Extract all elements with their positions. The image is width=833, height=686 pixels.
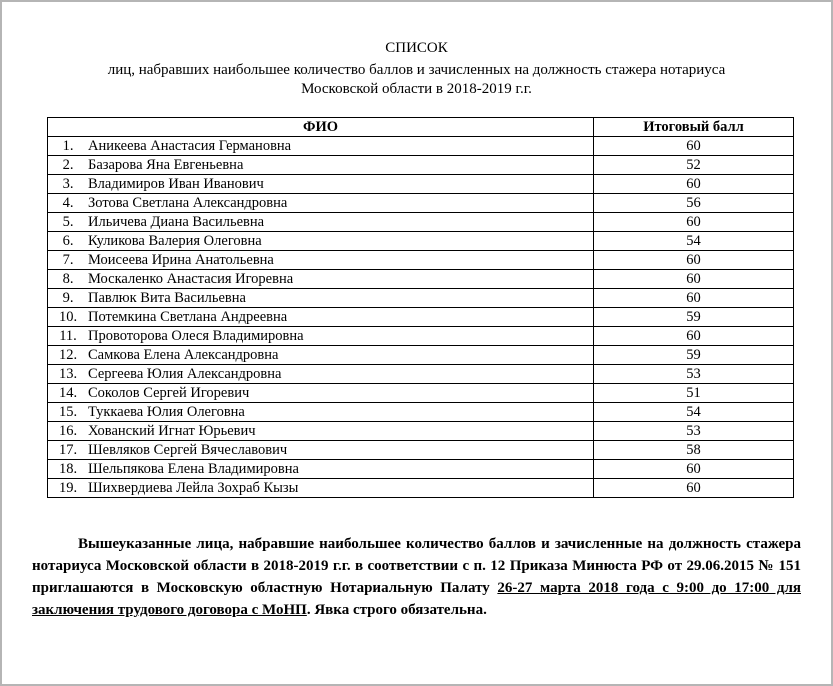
person-score: 60 [594,175,794,194]
person-score: 60 [594,137,794,156]
score-table [47,117,794,498]
table-row [48,137,794,156]
table-row [48,289,794,308]
person-score: 60 [594,460,794,479]
person-score: 58 [594,441,794,460]
paragraph-text-after: . Явка строго обязательна. [306,602,487,618]
person-name: Шевляков Сергей Вячеславович [88,442,288,458]
table-row [48,403,794,422]
table-row [48,327,794,346]
row-number: 4. [62,195,74,211]
person-score: 54 [594,232,794,251]
invitation-paragraph [32,533,801,621]
row-number: 15. [58,404,78,420]
table-row [48,441,794,460]
person-name: Соколов Сергей Игоревич [88,385,250,401]
table-row [48,365,794,384]
person-score: 60 [594,213,794,232]
row-number: 11. [59,328,77,344]
table-row [48,175,794,194]
page-content [2,2,831,621]
person-name: Ильичева Диана Васильевна [88,214,265,230]
person-score: 59 [594,346,794,365]
paragraph-text-underlined: 26-27 марта 2018 года с 9:00 до 17:00 для заключения трудового договора с МоНП [32,580,801,618]
person-score: 60 [594,289,794,308]
person-name: Шихвердиева Лейла Зохраб Кызы [88,480,299,496]
subtitle-line-1: лиц, набравших наибольшее количество баллов и зачисленных на должность стажера нотариуса [107,62,726,78]
table-row [48,270,794,289]
row-number: 10. [58,309,78,325]
table-row [48,251,794,270]
person-score: 60 [594,270,794,289]
subtitle-line-2: Московской области в 2018-2019 г.г. [301,81,532,97]
column-header-score: Итоговый балл [594,118,794,137]
person-score: 54 [594,403,794,422]
table-row [48,346,794,365]
row-number: 13. [58,366,78,382]
row-number: 18. [58,461,78,477]
person-name: Аникеева Анастасия Германовна [88,138,292,154]
person-name: Шельпякова Елена Владимировна [88,461,299,477]
person-name: Моисеева Ирина Анатольевна [88,252,274,268]
table-row [48,156,794,175]
row-number: 2. [62,157,74,173]
table-row [48,460,794,479]
row-number: 5. [62,214,74,230]
row-number: 8. [62,271,74,287]
row-number: 3. [62,176,74,192]
document-title: СПИСОК [385,40,448,56]
person-score: 56 [594,194,794,213]
table-row [48,213,794,232]
person-name: Сергеева Юлия Александровна [88,366,282,382]
row-number: 17. [58,442,78,458]
table-row [48,194,794,213]
row-number: 7. [62,252,74,268]
column-header-fio: ФИО [48,118,594,137]
person-name: Базарова Яна Евгеньевна [88,157,244,173]
person-score: 51 [594,384,794,403]
person-score: 59 [594,308,794,327]
table-row [48,479,794,498]
person-name: Хованский Игнат Юрьевич [88,423,256,439]
person-name: Павлюк Вита Васильевна [88,290,246,306]
table-row [48,232,794,251]
person-score: 60 [594,479,794,498]
person-name: Зотова Светлана Александровна [88,195,288,211]
table-row [48,422,794,441]
person-name: Владимиров Иван Иванович [88,176,264,192]
row-number: 16. [58,423,78,439]
table-row [48,384,794,403]
row-number: 14. [58,385,78,401]
person-score: 53 [594,365,794,384]
paragraph-text-before: Вышеуказанные лица, набравшие наибольшее количество баллов и зачисленные на должность стажера нотариуса Московской области в 2018-2019 г.г. в соответствии с п. 12 Приказа Минюста РФ от 29.06.2015 № 151 приглашаются в Московскую областную Нотариальную Палату [32,536,801,596]
person-score: 60 [594,251,794,270]
person-name: Куликова Валерия Олеговна [88,233,262,249]
table-row [48,308,794,327]
person-name: Провоторова Олеся Владимировна [88,328,304,344]
table-header-row [48,118,794,137]
row-number: 6. [62,233,74,249]
person-score: 52 [594,156,794,175]
person-name: Потемкина Светлана Андреевна [88,309,288,325]
person-score: 53 [594,422,794,441]
row-number: 9. [62,290,74,306]
person-score: 60 [594,327,794,346]
document-subtitle [32,61,801,99]
row-number: 1. [62,138,74,154]
person-name: Туккаева Юлия Олеговна [88,404,245,420]
row-number: 12. [58,347,78,363]
person-name: Москаленко Анастасия Игоревна [88,271,294,287]
row-number: 19. [58,480,78,496]
person-name: Самкова Елена Александровна [88,347,279,363]
